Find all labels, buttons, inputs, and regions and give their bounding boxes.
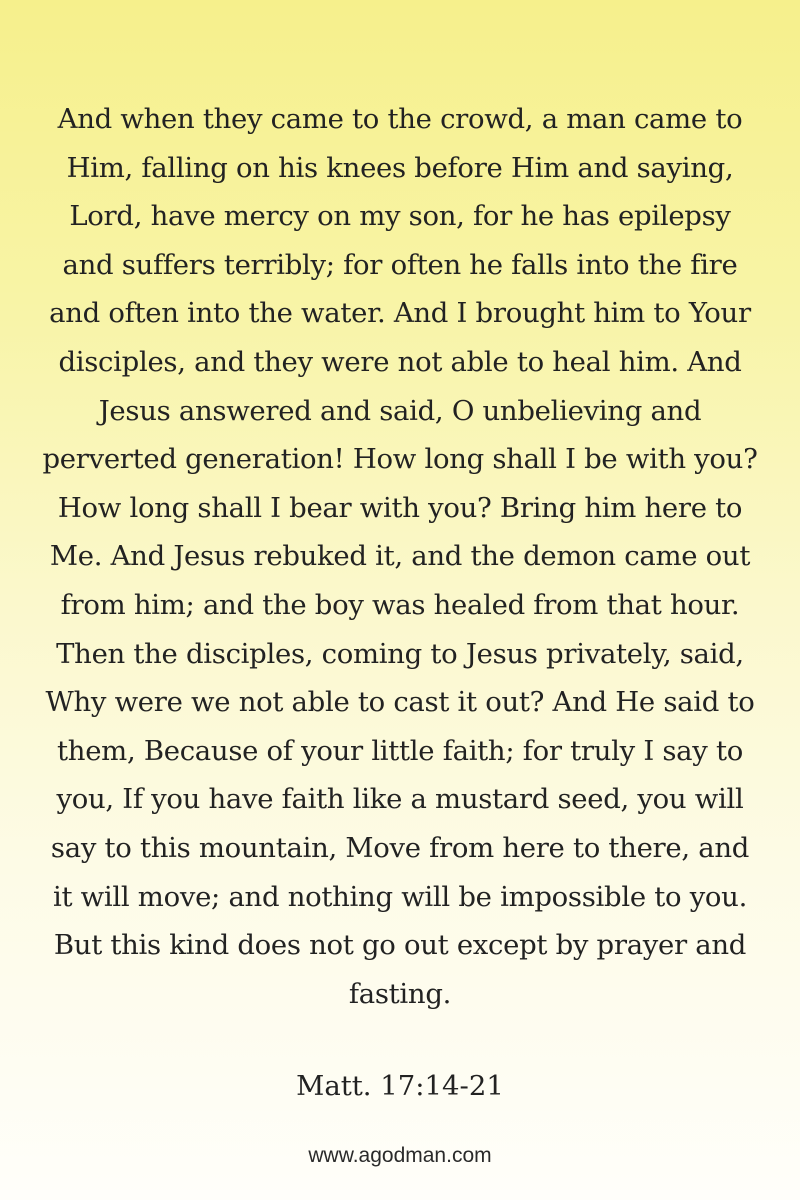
website-url: www.agodman.com xyxy=(308,1144,492,1167)
verse-reference: Matt. 17:14-21 xyxy=(296,1070,504,1102)
verse-text: And when they came to the crowd, a man came to Him, falling on his knees before Him and saying, Lord, have mercy on my son, for he has epilepsy and suffers terribly; for often he falls into the fire and often into the water. And I brought him to Your disciples, and they were not able to heal him. And Jesus answered and said, O unbelieving and perverted generation! How long shall I be with you? How long shall I bear with you? Bring him here to Me. And Jesus rebuked it, and the demon came out from him; and the boy was healed from that hour. Then the disciples, coming to Jesus privately, said, Why were we not able to cast it out? And He said to them, Because of your little faith; for truly I say to you, If you have faith like a mustard seed, you will say to this mountain, Move from here to there, and it will move; and nothing will be impossible to you. But this kind does not go out except by prayer and fasting. xyxy=(42,103,758,1010)
